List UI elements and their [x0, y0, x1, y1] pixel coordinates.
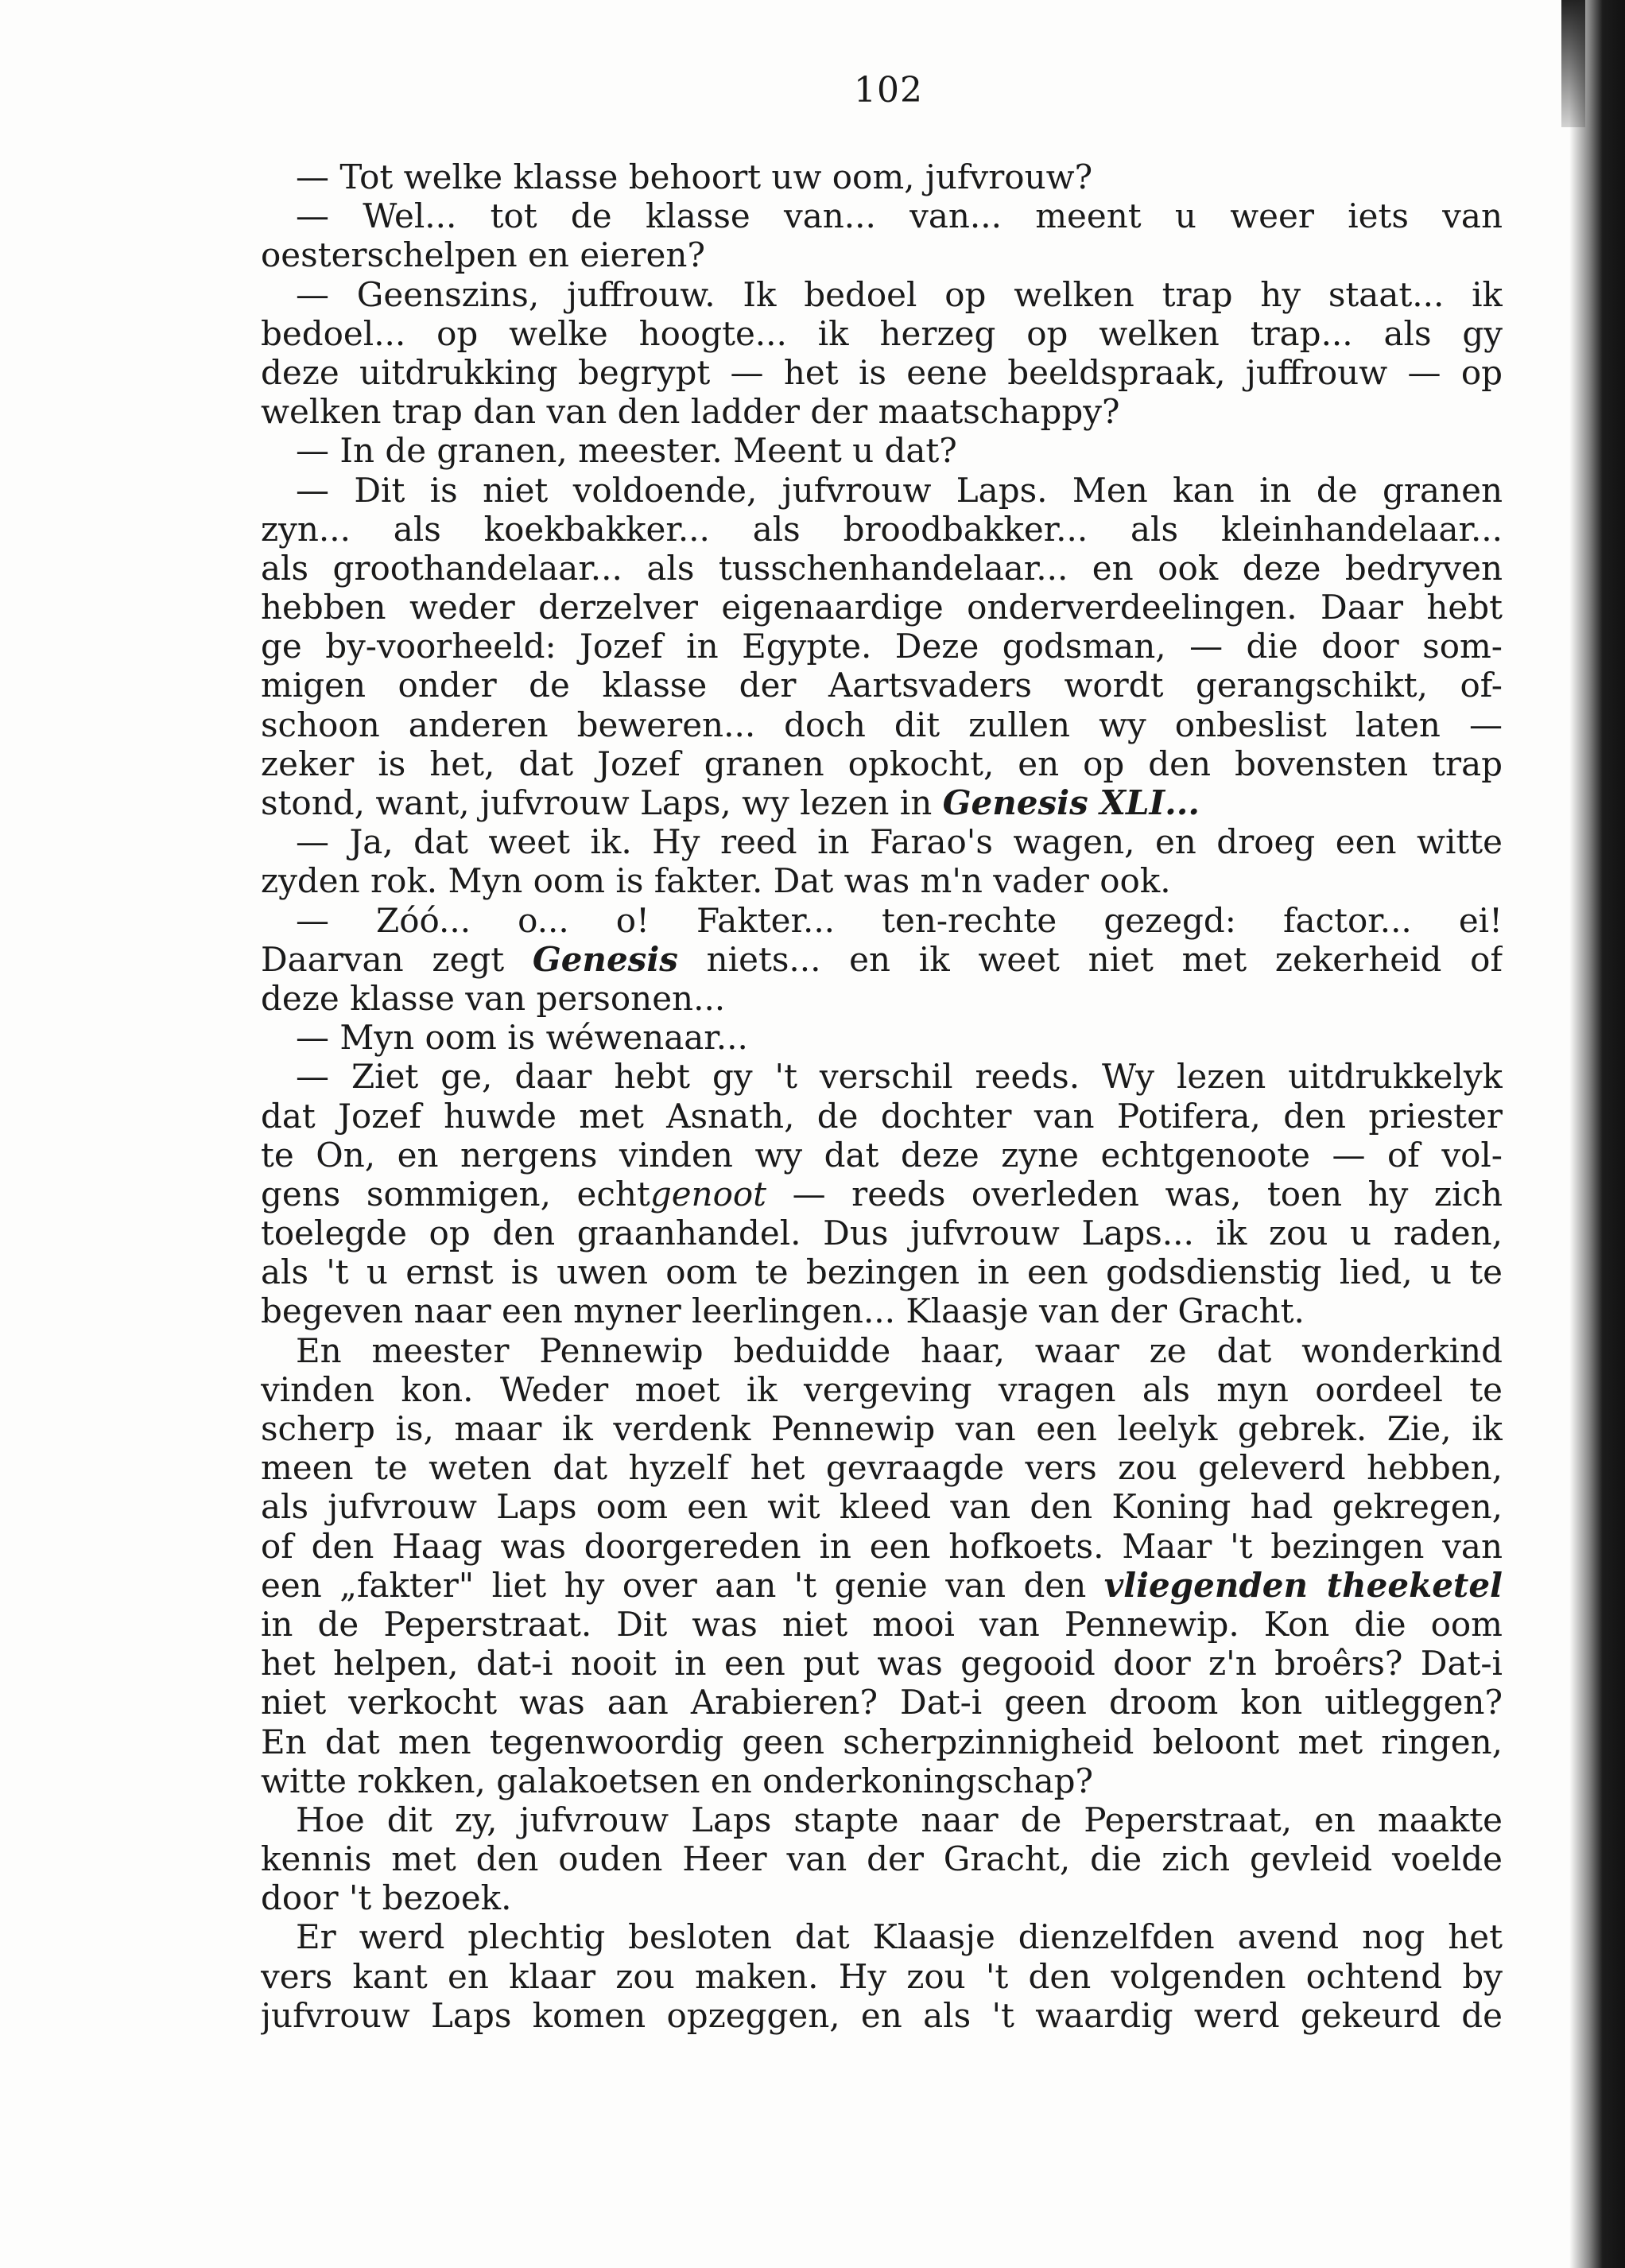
- text-line: Er werd plechtig besloten dat Klaasje dienzelfden avend nog het: [296, 1917, 1503, 1957]
- text-line: zyden rok. Myn oom is fakter. Dat was m'n vader ook.: [261, 861, 1171, 901]
- text-line: door 't bezoek.: [261, 1878, 512, 1918]
- text-line: te On, en nergens vinden wy dat deze zyne echtgenoote — of vol-: [261, 1135, 1503, 1175]
- text-line-segment: gens sommigen, echt: [261, 1174, 650, 1214]
- italic-title: vliegenden theeketel: [1103, 1565, 1503, 1605]
- text-line: als jufvrouw Laps oom een wit kleed van den Koning had gekregen,: [261, 1487, 1503, 1527]
- text-line: niet verkocht was aan Arabieren? Dat-i geen droom kon uitleggen?: [261, 1683, 1503, 1722]
- text-line: — Zóó... o... o! Fakter... ten-rechte gezegd: factor... ei!: [296, 900, 1503, 940]
- text-line: of den Haag was doorgereden in een hofkoets. Maar 't bezingen van: [261, 1526, 1503, 1566]
- text-line: begeven naar een myner leerlingen... Klaasje van der Gracht.: [261, 1291, 1305, 1331]
- text-line-segment: — reeds overleden was, toen hy zich: [766, 1174, 1503, 1214]
- text-line: zyn... als koekbakker... als broodbakker... als kleinhandelaar...: [261, 509, 1503, 549]
- text-line: hebben weder derzelver eigenaardige onderverdeelingen. Daar hebt: [261, 588, 1503, 627]
- text-line: zeker is het, dat Jozef granen opkocht, en op den bovensten trap: [261, 744, 1503, 783]
- text-line: [261, 1566, 1503, 1605]
- text-line: [261, 940, 1503, 979]
- text-line: [261, 783, 1503, 822]
- text-line: kennis met den ouden Heer van der Gracht, die zich gevleid voelde: [261, 1839, 1503, 1879]
- text-line: — Tot welke klasse behoort uw oom, jufvrouw?: [296, 157, 1093, 196]
- italic-title: Genesis: [532, 939, 678, 979]
- italic-title: Genesis XLI...: [942, 783, 1200, 822]
- text-line: dat Jozef huwde met Asnath, de dochter van Potifera, den priester: [261, 1096, 1503, 1136]
- text-line: in de Peperstraat. Dit was niet mooi van Pennewip. Kon die oom: [261, 1604, 1503, 1644]
- italic-emphasis: genoot: [650, 1174, 767, 1214]
- body-text: [261, 157, 1503, 2035]
- text-line: migen onder de klasse der Aartsvaders wordt gerangschikt, of-: [261, 666, 1503, 705]
- text-line: deze uitdrukking begrypt — het is eene beeldspraak, juffrouw — op: [261, 352, 1503, 392]
- text-line: meen te weten dat hyzelf het gevraagde vers zou geleverd hebben,: [261, 1448, 1503, 1488]
- text-line: vinden kon. Weder moet ik vergeving vragen als myn oordeel te: [261, 1369, 1503, 1409]
- text-line: — Wel... tot de klasse van... van... meent u weer iets van: [296, 196, 1503, 236]
- text-line: — Ja, dat weet ik. Hy reed in Farao's wagen, en droeg een witte: [296, 822, 1503, 862]
- text-line: — Geenszins, juffrouw. Ik bedoel op welken trap hy staat... ik: [296, 274, 1503, 314]
- text-line: En dat men tegenwoordig geen scherpzinnigheid beloont met ringen,: [261, 1722, 1503, 1761]
- text-line: oesterschelpen en eieren?: [261, 235, 705, 275]
- text-line-segment: stond, want, jufvrouw Laps, wy lezen in: [261, 783, 943, 822]
- page-gutter-shadow-top: [1561, 0, 1585, 127]
- text-line: welken trap dan van den ladder der maatschappy?: [261, 392, 1120, 432]
- text-line: En meester Pennewip beduidde haar, waar ze dat wonderkind: [296, 1330, 1503, 1370]
- page-number: 102: [854, 70, 923, 111]
- text-line: — In de granen, meester. Meent u dat?: [296, 431, 957, 471]
- text-line: — Dit is niet voldoende, jufvrouw Laps. Men kan in de granen: [296, 470, 1503, 510]
- text-line: als 't u ernst is uwen oom te bezingen in een godsdienstig lied, u te: [261, 1252, 1503, 1292]
- text-line-segment: niets... en ik weet niet met zekerheid of: [677, 939, 1503, 979]
- text-line: toelegde op den graanhandel. Dus jufvrouw Laps... ik zou u raden,: [261, 1214, 1503, 1253]
- text-line: scherp is, maar ik verdenk Pennewip van een leelyk gebrek. Zie, ik: [261, 1409, 1503, 1448]
- text-line: het helpen, dat-i nooit in een put was gegooid door z'n broêrs? Dat-i: [261, 1644, 1503, 1684]
- text-line: ge by-voorheeld: Jozef in Egypte. Deze godsman, — die door som-: [261, 627, 1503, 666]
- text-line: deze klasse van personen...: [261, 978, 726, 1018]
- text-line: — Ziet ge, daar hebt gy 't verschil reeds. Wy lezen uitdrukkelyk: [296, 1057, 1503, 1097]
- text-line: bedoel... op welke hoogte... ik herzeg op welken trap... als gy: [261, 313, 1503, 353]
- text-line-segment: Daarvan zegt: [261, 939, 533, 979]
- text-line: [261, 1175, 1503, 1214]
- text-line-segment: een „fakter" liet hy over aan 't genie van den: [261, 1565, 1104, 1605]
- text-line: — Myn oom is wéwenaar...: [296, 1018, 748, 1058]
- text-line: schoon anderen beweren... doch dit zullen wy onbeslist laten —: [261, 705, 1503, 744]
- page-gutter-shadow: [1569, 0, 1625, 2268]
- text-line: witte rokken, galakoetsen en onderkoningschap?: [261, 1761, 1094, 1800]
- text-line: Hoe dit zy, jufvrouw Laps stapte naar de Peperstraat, en maakte: [296, 1800, 1503, 1839]
- text-line: als groothandelaar... als tusschenhandelaar... en ook deze bedryven: [261, 548, 1503, 588]
- text-line: jufvrouw Laps komen opzeggen, en als 't waardig werd gekeurd de: [261, 1995, 1503, 2035]
- text-line: vers kant en klaar zou maken. Hy zou 't den volgenden ochtend by: [261, 1956, 1503, 1996]
